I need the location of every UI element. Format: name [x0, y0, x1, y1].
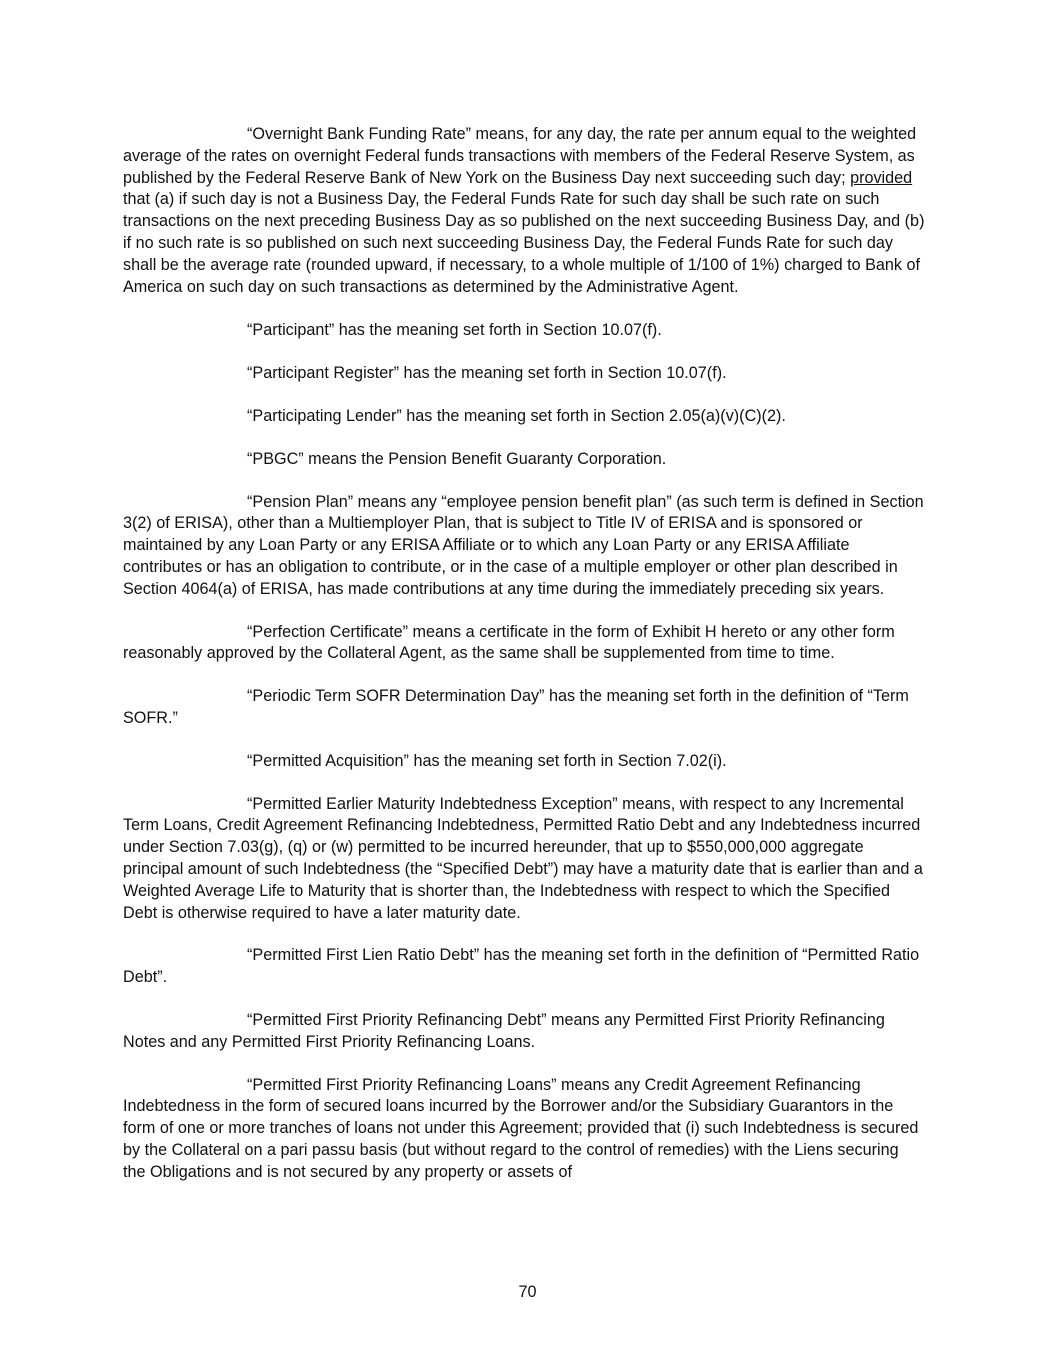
defined-term: “Periodic Term SOFR Determination Day” — [247, 687, 545, 706]
defined-term: “Overnight Bank Funding Rate” — [247, 125, 472, 143]
defined-term: “Participant” — [247, 321, 335, 340]
definition-permitted-earlier-maturity-indebtedness-exception — [123, 794, 925, 925]
defined-term: “Permitted First Priority Refinancing Debt” — [247, 1010, 547, 1029]
definition-participating-lender — [123, 406, 925, 428]
definition-permitted-first-priority-refinancing-loans — [123, 1075, 925, 1184]
page-number: 70 — [518, 1283, 537, 1301]
definition-text: means a certificate in the form of Exhibit H hereto or any other form reasonably approved by the Collateral Agent, as the same shall be supplemented from time to time. — [123, 622, 895, 663]
definition-text: means, with respect to any Incremental Term Loans, Credit Agreement Refinancing Indebtedness, Permitted Ratio Debt and any Indebtedness incurred under Section 7.03(g), (q) or (w) permitted to be incurred hereunder, that up to $550,000,000 aggregate principal amount of such Indebtedness (the “Specified Debt”) may have a maturity date that is earlier than and a Weighted Average Life to Maturity that is shorter than, the Indebtedness with respect to which the Specified Debt is otherwise required to have a later maturity date. — [123, 794, 923, 922]
defined-term: “Participant Register” — [247, 364, 400, 383]
definition-text-continued: that (a) if such day is not a Business Day, the Federal Funds Rate for such day shall be such rate on such transactions on the next preceding Business Day as so published on the next succeeding Business Day, and (b) if no such rate is so published on such next succeeding Business Day, the Federal Funds Rate for such day shall be the average rate (rounded upward, if necessary, to a whole multiple of 1/100 of 1%) charged to Bank of America on such day on such transactions as determined by the Administrative Agent. — [123, 190, 925, 296]
definition-perfection-certificate — [123, 622, 925, 666]
definition-text: means, for any day, the rate per annum equal to the weighted average of the rates on overnight Federal funds transactions with members of the Federal Reserve System, as published by the Federal Reserve Bank of New York on the Business Day next succeeding such day; — [123, 125, 917, 187]
underlined-word: provided — [850, 168, 913, 187]
definition-permitted-first-lien-ratio-debt — [123, 945, 925, 989]
defined-term: “Participating Lender” — [247, 406, 402, 425]
definition-text: has the meaning set forth in the definition of “Permitted Ratio Debt”. — [123, 946, 920, 987]
definition-participant-register — [123, 363, 925, 385]
defined-term: “Permitted Earlier Maturity Indebtedness Exception” — [247, 794, 618, 813]
defined-term: “Permitted First Priority Refinancing Loans” — [247, 1075, 557, 1094]
definition-text: has the meaning set forth in Section 7.02(i). — [408, 751, 727, 770]
definition-overnight-bank-funding-rate — [123, 124, 925, 298]
document-page — [123, 124, 925, 1204]
definition-text: has the meaning set forth in Section 2.05(a)(v)(C)(2). — [401, 406, 786, 425]
defined-term: “Permitted First Lien Ratio Debt” — [247, 946, 480, 965]
defined-term: “PBGC” — [247, 449, 304, 468]
definition-permitted-first-priority-refinancing-debt — [123, 1010, 925, 1054]
defined-term: “Pension Plan” — [247, 492, 354, 511]
definition-text: means the Pension Benefit Guaranty Corporation. — [303, 449, 667, 468]
definition-text: means any “employee pension benefit plan” (as such term is defined in Section 3(2) of ERISA), other than a Multiemployer Plan, that is subject to Title IV of ERISA and is sponsored or maintained by any Loan Party or any ERISA Affiliate or to which any Loan Party or any ERISA Affiliate contributes or has an obligation to contribute, or in the case of a multiple employer or other plan described in Section 4064(a) of ERISA, has made contributions at any time during the immediately preceding six years. — [123, 492, 924, 598]
definition-text: has the meaning set forth in the definition of “Term SOFR.” — [123, 687, 909, 727]
definition-permitted-acquisition — [123, 751, 925, 773]
defined-term: “Perfection Certificate” — [247, 622, 409, 641]
definition-text: means any Permitted First Priority Refinancing Notes and any Permitted First Priority Refinancing Loans. — [123, 1010, 885, 1051]
defined-term: “Permitted Acquisition” — [247, 751, 409, 770]
definition-participant — [123, 320, 925, 342]
definition-pbgc — [123, 449, 925, 471]
definition-periodic-term-sofr-determination-day — [123, 686, 925, 730]
definition-text: has the meaning set forth in Section 10.07(f). — [334, 321, 662, 340]
definition-text: has the meaning set forth in Section 10.07(f). — [399, 364, 727, 383]
definition-text: means any Credit Agreement Refinancing Indebtedness in the form of secured loans incurred by the Borrower and/or the Subsidiary Guarantors in the form of one or more tranches of loans not under this Agreement; provided that (i) such Indebtedness is secured by the Collateral on a pari passu basis (but without regard to the control of remedies) with the Liens securing the Obligations and is not secured by any property or assets of — [123, 1075, 919, 1181]
definition-pension-plan — [123, 492, 925, 601]
